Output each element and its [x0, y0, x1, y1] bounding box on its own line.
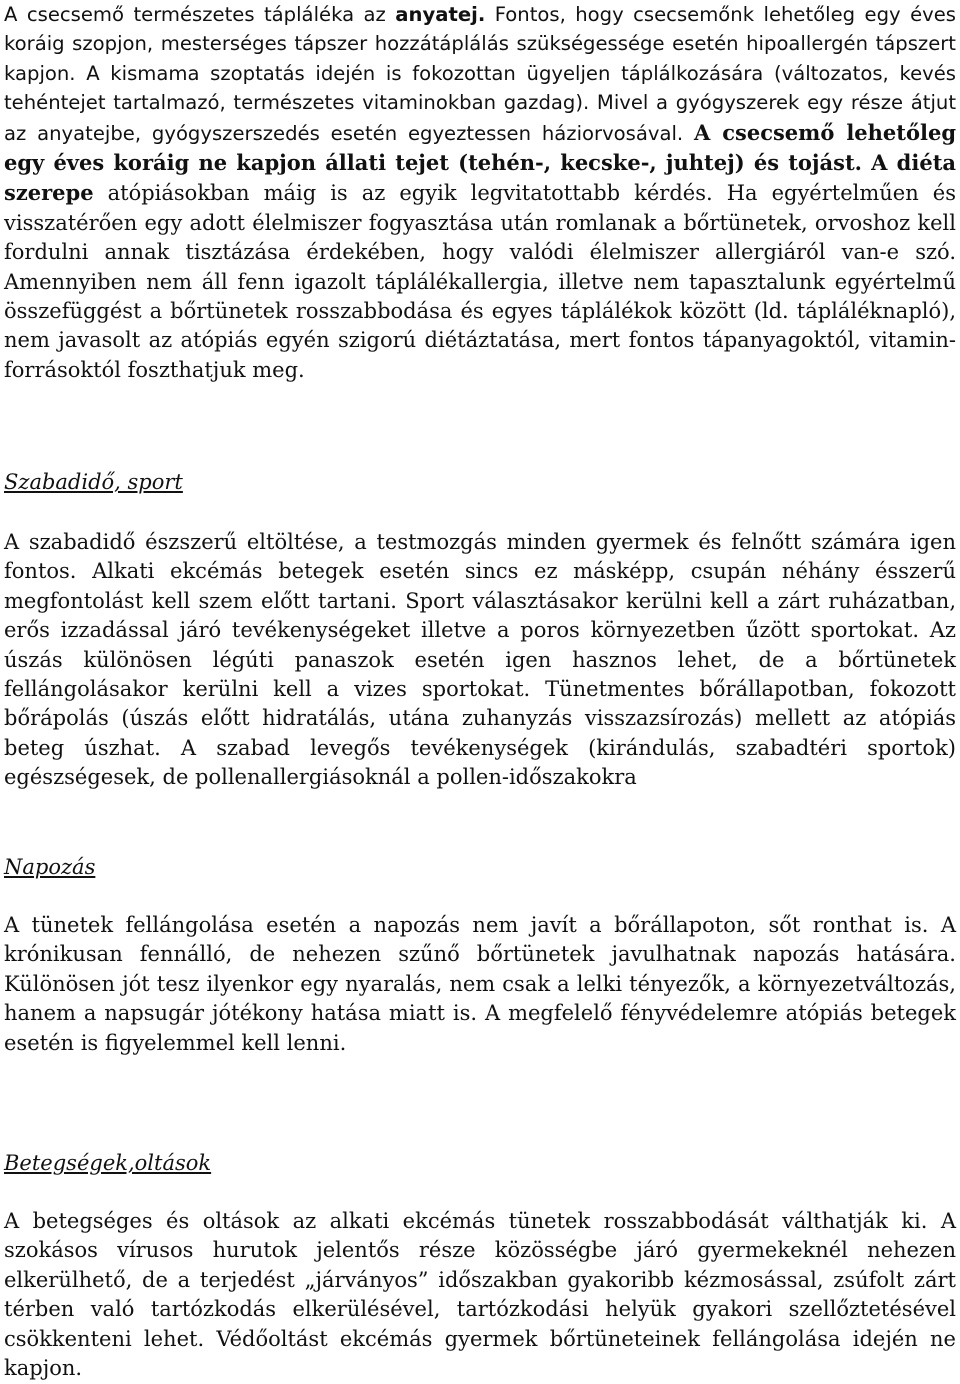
intro-bold-sentence: A csecsemő lehetőleg egy éves koráig ne kapjon állati tejet (tehén-, kecske-, juhtej) és tojást. — [4, 119, 957, 176]
intro-dieta-bold: A diéta szerepe — [4, 150, 956, 206]
intro-paragraph — [4, 0, 956, 385]
intro-text-a: A csecsemő természetes tápláléka az — [4, 3, 396, 26]
heading-betegsegek: Betegségek,oltások — [4, 1151, 212, 1175]
intro-dieta-text: atópiásokban máig is az egyik legvitatottabb kérdés. Ha egyértelműen és visszatérően egy adott élelmiszer fogyasztása után romlanak a bőrtünetek, orvoshoz kell fordulni annak tisztázása érdekében, hogy valódi élelmiszer allergiáról van-e szó. Amennyiben nem áll fenn igazolt táplálékallergia, illetve nem tapasztalunk egyértelmű összefüggést a bőrtünetek rosszabbodása és egyes táplálékok között (ld. tápláléknapló), nem javasolt az atópiás egyén szigorú diétáztatása, mert fontos tápanyagoktól, vitamin-forrásoktól foszthatjuk meg. — [4, 181, 956, 382]
sport-paragraph: A szabadidő észszerű eltöltése, a testmozgás minden gyermek és felnőtt számára igen fontos. Alkati ekcémás betegek esetén sincs ez másképp, csupán néhány ésszerű megfontolást kell szem előtt tartani. Sport választásakor kerülni kell a zárt ruházatban, erős izzadással járó tevékenységeket illetve a poros környezetben űzött sportokat. Az úszás különösen légúti panaszok esetén igen hasznos lehet, de a bőrtünetek fellángolásakor kerülni kell a vizes sportokat. Tünetmentes bőrállapotban, fokozott bőrápolás (úszás előtt hidratálás, utána zuhanyzás visszazsírozás) mellett az atópiás beteg úszhat. A szabad levegős tevékenységek (kirándulás, szabadtéri sportok) egészségesek, de pollenallergiásoknál a pollen-időszakokra — [4, 530, 956, 790]
intro-anyatej: anyatej. — [395, 3, 486, 26]
betegsegek-paragraph: A betegséges és oltások az alkati ekcémás tünetek rosszabbodását válthatják ki. A szokásos vírusos hurutok jelentős része közösségbe járó gyermekeknél nehezen elkerülhető, de a terjedést „járványos” időszakban gyakoribb kézmosással, zsúfolt zárt térben való tartózkodás elkerülésével, tartózkodási helyük gyakori szellőztetésével csökkenteni lehet. Védőoltást ekcémás gyermek bőrtüneteinek fellángolása idején ne kapjon. — [4, 1209, 956, 1381]
heading-sport: Szabadidő, sport — [4, 470, 183, 494]
heading-napozas: Napozás — [4, 855, 96, 879]
napozas-paragraph: A tünetek fellángolása esetén a napozás nem javít a bőrállapoton, sőt ronthat is. A krónikusan fennálló, de nehezen szűnő bőrtünetek javulhatnak napozás hatására. Különösen jót tesz ilyenkor egy nyaralás, nem csak a lelki tényezők, a környezetváltozás, hanem a napsugár jótékony hatása miatt is. A megfelelő fényvédelemre atópiás betegek esetén is figyelemmel kell lenni. — [4, 913, 956, 1055]
intro-text-c: Fontos, hogy csecsemőnk lehetőleg egy éves koráig szopjon, mesterséges tápszer hozzátáplálás szükségessége esetén hipoallergén tápszert kapjon. A kismama szoptatás idején is fokozottan ügyeljen táplálkozására (változatos, kevés tehéntejet tartalmazó, természetes vitaminokban gazdag). Mivel a gyógyszerek egy része átjut az anyatejbe, gyógyszerszedés esetén egyeztessen háziorvosával. — [4, 3, 956, 145]
